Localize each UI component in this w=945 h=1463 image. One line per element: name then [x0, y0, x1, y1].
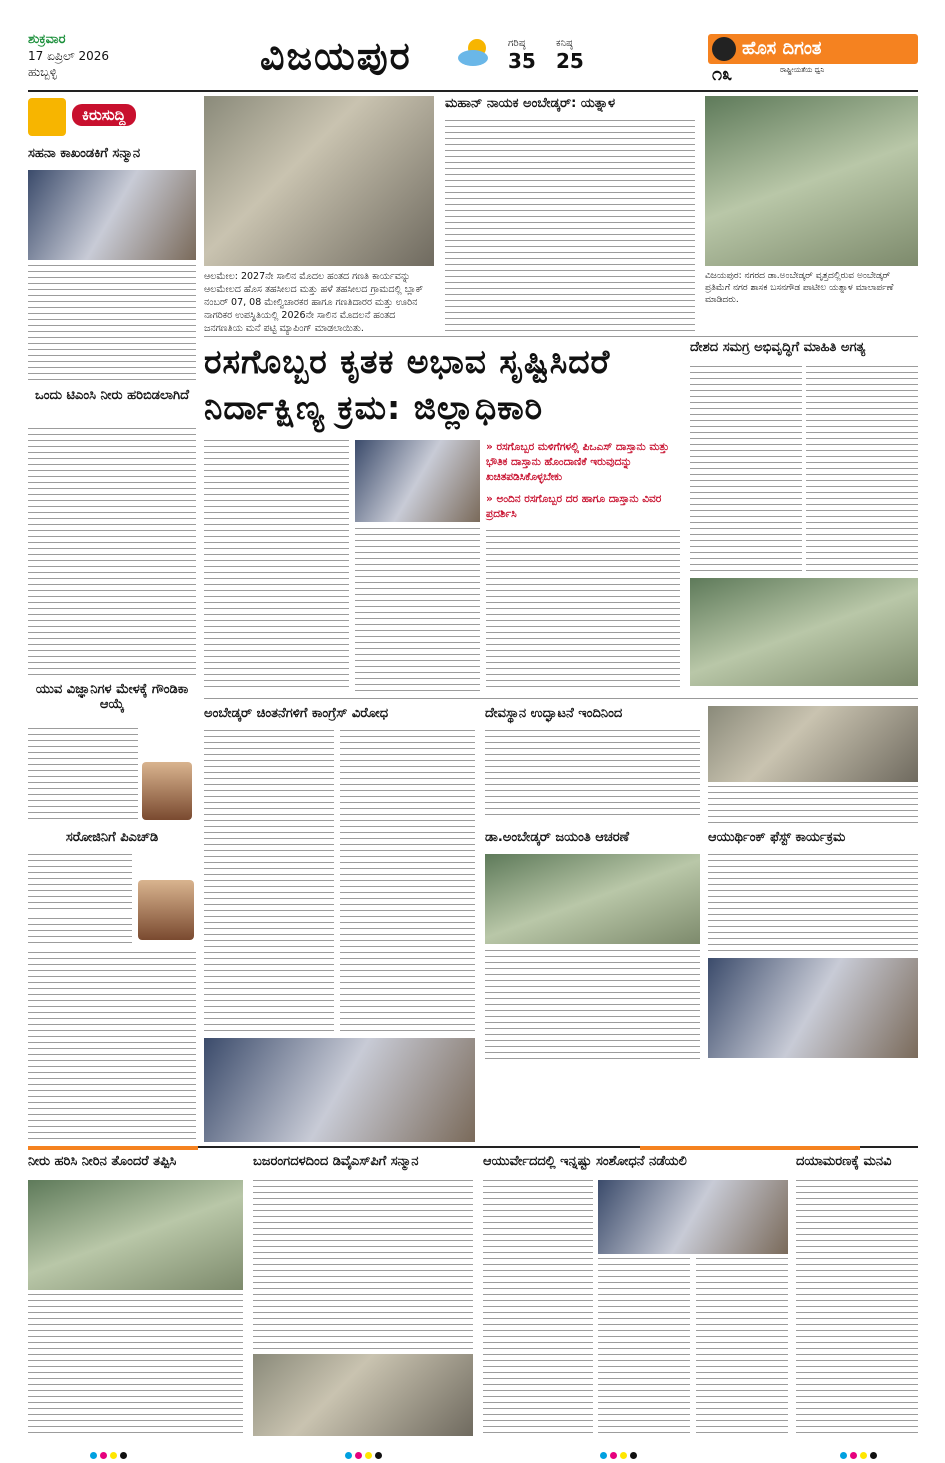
jayanti-headline: ಡಾ.ಅಂಬೇಡ್ಕರ್ ಜಯಂತಿ ಆಚರಣೆ: [485, 830, 630, 845]
statue-caption: ವಿಜಯಪುರ: ನಗರದ ಡಾ.ಅಂಬೇಡ್ಕರ್ ವೃತ್ತದಲ್ಲಿರುವ ಅಂಬೇಡ್ಕರ್ ಪ್ರತಿಮೆಗೆ ನಗರ ಶಾಸಕ ಬಸನಗೌಡ ಪಾಟೀಲ ಯತ್ನಾಳ ಮಾಲಾರ್ಪಣೆ ಮಾಡಿದರು.: [705, 271, 894, 305]
ayurveda-photo: [598, 1180, 788, 1254]
temp-min: ಕನಿಷ್ಠ 25: [556, 38, 584, 73]
kirusuddi-text-4c: [28, 952, 196, 1142]
water-headline: ನೀರು ಹರಿಸಿ ನೀರಿನ ತೊಂದರೆ ತಪ್ಪಿಸಿ: [28, 1154, 177, 1169]
congress-photo: [204, 1038, 475, 1142]
ayurveda-text-col2: [598, 1258, 690, 1436]
lead-bullet-2: » ಅಂದಿನ ರಸಗೊಬ್ಬರ ದರ ಹಾಗೂ ದಾಸ್ತಾನು ವಿವರ ಪ್ರದರ್ಶಿಸಿ: [486, 493, 662, 520]
lead-headline-2: ನಿರ್ದಾಕ್ಷಿಣ್ಯ ಕ್ರಮ: ಜಿಲ್ಲಾಧಿಕಾರಿ: [204, 388, 544, 427]
header-date: 17 ಏಪ್ರಿಲ್ 2026: [28, 49, 110, 63]
temple-text: [485, 730, 700, 816]
congress-text-col1: [204, 730, 334, 1034]
congress-headline: ಅಂಬೇಡ್ಕರ್ ಚಿಂತನೆಗಳಿಗೆ ಕಾಂಗ್ರೆಸ್ ವಿರೋಧ: [204, 706, 389, 721]
bajarang-headline: ಬಜರಂಗದಳದಿಂದ ಡಿವೈಎಸ್‌ಪಿಗೆ ಸನ್ಮಾನ: [253, 1154, 419, 1169]
side-headline: ದೇಶದ ಸಮಗ್ರ ಅಭಿವೃದ್ಧಿಗೆ ಮಾಹಿತಿ ಅಗತ್ಯ: [690, 340, 866, 355]
kirusuddi-text-3: [28, 728, 138, 824]
page-number: ೧೩: [712, 64, 733, 85]
alamel-caption: ಆಲಮೇಲ: 2027ನೇ ಸಾಲಿನ ಮೊದಲ ಹಂತದ ಗಣತಿ ಕಾರ್ಯವನ್ನು ಆಲಮೇಲದ ಹೊಸ ತಹಸೀಲದ ಮತ್ತು ಹಳೆ ತಹಸೀಲದ ಗ್ರಾಮದಲ್ಲಿ ಬ್ಲಾಕ್ ನಂಬರ್ 07, 08 ಮೇಲ್ವಿಚಾರಕರ ಹಾಗೂ ಗಣತಿದಾರರ ಮತ್ತು ಊರಿನ ನಾಗರಿಕರ ಉಪಸ್ಥಿತಿಯಲ್ಲಿ 2026ನೇ ಸಾಲಿನ ಮೊದಲನೆ ಹಂತದ ಜನಗಣತಿಯ ಮನೆ ಪಟ್ಟಿ ಮ್ಯಾಪಿಂಗ್ ಮಾಡಲಾಯಿತು.: [204, 271, 424, 334]
mid-row-rule: [204, 698, 918, 699]
side-photo: [690, 578, 918, 686]
temple-text-2: [708, 786, 918, 824]
ayurveda-text-col1: [483, 1180, 593, 1436]
kirusuddi-text-4b: [28, 918, 132, 948]
kirusuddi-head-2: ಒಂದು ಟಿಎಂಸಿ ನೀರು ಹರಿಬಿಡಲಾಗಿದೆ: [34, 388, 190, 403]
ayur-fest-headline: ಆಯುರ್ಥಿಂಕ್ ಫೆಸ್ಟ್ ಕಾರ್ಯಕ್ರಮ: [708, 830, 846, 845]
kirusuddi-text-1: [28, 265, 196, 383]
header-city: ಹುಬ್ಬಳ್ಳಿ: [28, 65, 57, 79]
yatnal-text: [445, 120, 695, 332]
brand-emblem-icon: [712, 37, 736, 61]
kirusuddi-banner: [28, 98, 193, 136]
kirusuddi-head-3: ಯುವ ವಿಜ್ಞಾನಿಗಳ ಮೇಳಕ್ಕೆ ಗೌಂಡಿಕಾ ಆಯ್ಕೆ: [35, 682, 189, 712]
yatnal-headline: ಮಹಾನ್ ನಾಯಕ ಅಂಬೇಡ್ಕರ್: ಯತ್ನಾಳ: [445, 96, 616, 111]
brand-logo: ಹೊಸ ದಿಗಂತ: [708, 34, 918, 64]
jayanti-text: [485, 950, 700, 1060]
temple-photo: [708, 706, 918, 782]
brand-tagline: ರಾಷ್ಟ್ರೀಯತೆಯ ಧ್ವನಿ: [780, 66, 825, 74]
ambedkar-statue-photo: [705, 96, 918, 266]
ayurveda-headline: ಆಯುರ್ವೇದದಲ್ಲಿ ಇನ್ನಷ್ಟು ಸಂಶೋಧನೆ ನಡೆಯಲಿ: [483, 1154, 687, 1169]
gaundika-photo: [142, 762, 192, 820]
temp-max: ಗರಿಷ್ಠ 35: [508, 38, 536, 73]
ayur-fest-text: [708, 854, 918, 954]
kirusuddi-label: ಕಿರುಸುದ್ದಿ: [72, 104, 136, 126]
temple-headline: ದೇವಸ್ಥಾನ ಉದ್ಘಾಟನೆ ಇಂದಿನಿಂದ: [485, 706, 623, 721]
accent-bar-1: [28, 1146, 198, 1150]
lead-bullet-1: » ರಸಗೊಬ್ಬರ ಮಳಿಗೆಗಳಲ್ಲಿ ಪಿಒಎಸ್ ದಾಸ್ತಾನು ಮತ್ತು ಭೌತಿಕ ದಾಸ್ತಾನು ಹೊಂದಾಣಿಕೆ ಇರುವುದನ್ನು ಖಚಿತಪಡಿಸಿಕೊಳ್ಳಬೇಕು: [486, 441, 670, 483]
lead-text-col2: [355, 528, 480, 692]
sahana-photo: [28, 170, 196, 260]
kirusuddi-text-2: [28, 428, 196, 678]
top-row-rule: [204, 336, 918, 337]
header-day: ಶುಕ್ರವಾರ: [28, 32, 66, 47]
kirusuddi-head-1: ಸಹನಾ ಕಾಖಂಡಕಿಗೆ ಸನ್ಮಾನ: [28, 146, 141, 161]
lead-photo-1: [355, 440, 480, 522]
print-registration-dots: [90, 1444, 150, 1454]
header-dateline: [28, 32, 208, 84]
lead-text-col3: [486, 530, 680, 692]
side-text-col2: [806, 366, 918, 572]
ayur-fest-photo: [708, 958, 918, 1058]
lead-text-col1: [204, 440, 349, 692]
water-photo: [28, 1180, 243, 1290]
bajarang-photo: [253, 1354, 473, 1436]
bajarang-text: [253, 1180, 473, 1350]
hand-icon: [28, 98, 66, 136]
print-registration-dots: [345, 1444, 405, 1454]
print-registration-dots: [840, 1444, 900, 1454]
kirusuddi-text-4a: [28, 854, 132, 914]
euthanasia-text: [796, 1180, 918, 1436]
weather-icon: [455, 36, 495, 70]
lead-headline-1: ರಸಗೊಬ್ಬರ ಕೃತಕ ಅಭಾವ ಸೃಷ್ಟಿಸಿದರೆ: [204, 342, 611, 381]
alamel-photo: [204, 96, 434, 266]
print-registration-dots: [600, 1444, 660, 1454]
ayurveda-text-col3: [696, 1258, 788, 1436]
sarojini-photo: [138, 880, 194, 940]
side-text-col1: [690, 366, 802, 572]
kirusuddi-head-4: ಸರೋಜಿನಿಗೆ ಪಿಎಚ್‌ಡಿ: [65, 830, 159, 845]
masthead-title: ವಿಜಯಪುರ: [260, 34, 412, 78]
accent-bar-2: [640, 1146, 860, 1150]
congress-text-col2: [340, 730, 475, 1034]
euthanasia-headline: ದಯಾಮರಣಕ್ಕೆ ಮನವಿ: [796, 1154, 892, 1169]
jayanti-photo: [485, 854, 700, 944]
water-text: [28, 1294, 243, 1436]
header-rule: [28, 90, 918, 92]
